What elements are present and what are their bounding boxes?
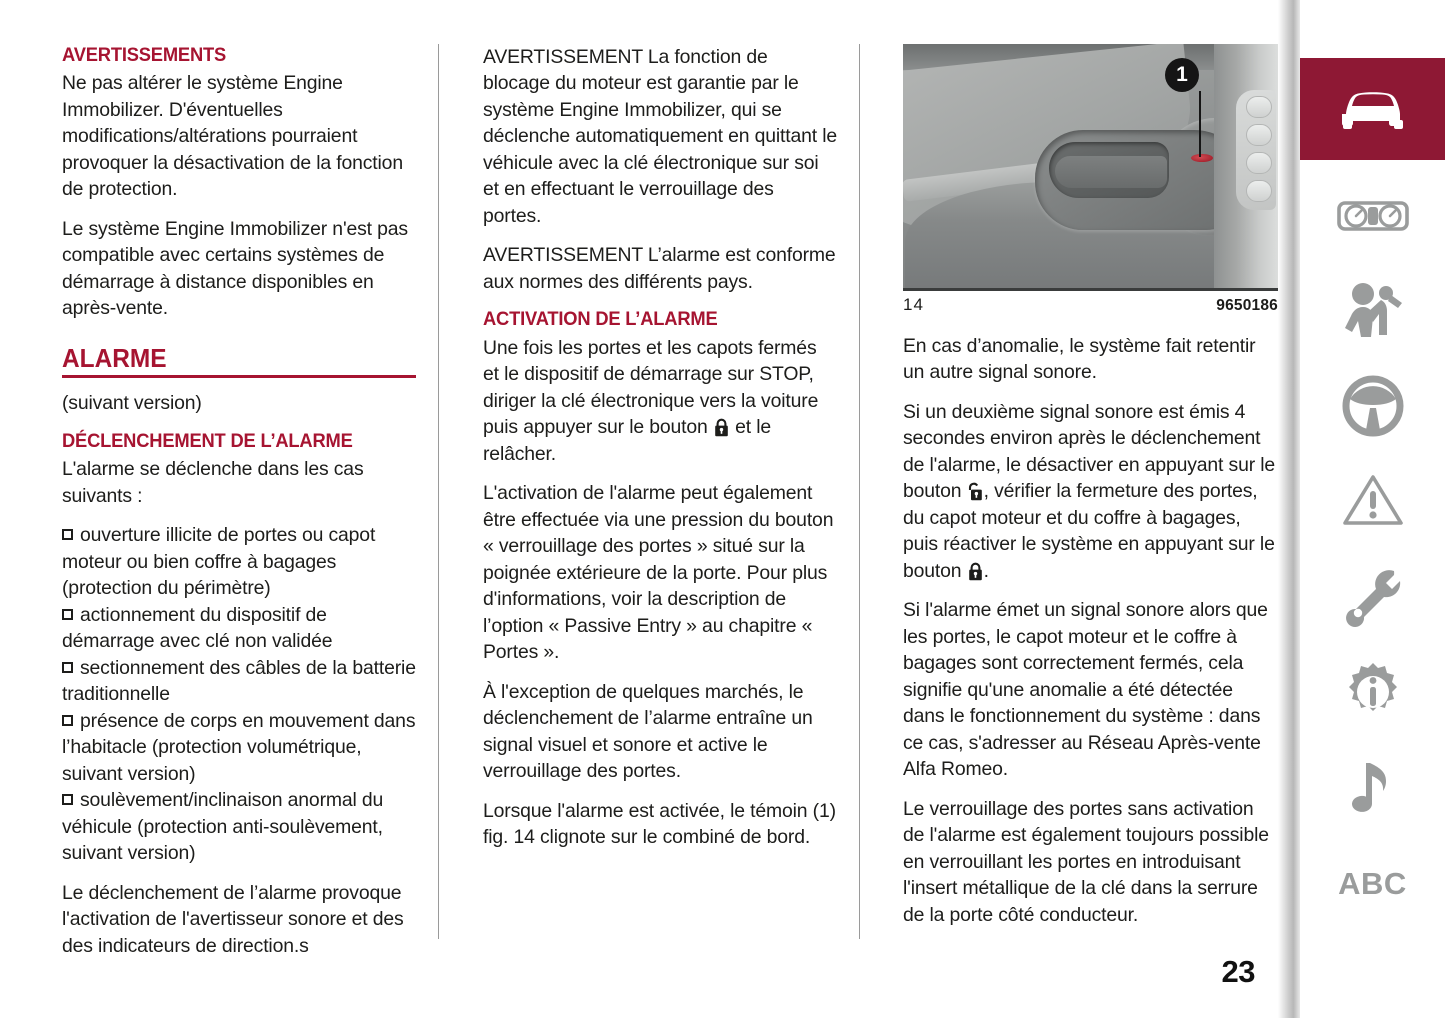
paragraph-anomaly-signal: En cas d’anomalie, le système fait retentir un autre signal sonore. (903, 335, 1256, 384)
content-columns (62, 44, 1278, 957)
paragraph-remote-start: Le système Engine Immobilizer n'est pas compatible avec certains systèmes de démarrage à distance disponibles en après-vente. (62, 217, 408, 320)
figure-door-panel (903, 44, 1278, 315)
sidebar-tab-instrument-cluster[interactable] (1300, 168, 1445, 264)
paragraph-market-exception: À l'exception de quelques marchés, le déclenchement de l’alarme entraîne un signal visuel et sonore et active le verrouillage des portes. (483, 680, 813, 783)
paragraph-telltale-blink: Lorsque l'alarme est activée, le témoin (1) fig. 14 clignote sur le combiné de bord. (483, 799, 836, 849)
figure-image (903, 44, 1278, 291)
trigger-bullet-list (62, 522, 416, 866)
figure-number: 14 (903, 295, 924, 314)
lock-open-icon (968, 482, 983, 501)
list-item (62, 522, 416, 601)
square-bullet-icon (62, 529, 73, 540)
list-item (62, 708, 416, 787)
second-signal-text-c: . (983, 559, 989, 582)
music-note-icon (1348, 759, 1398, 817)
window-switch (1246, 180, 1272, 202)
sidebar-tab-steering[interactable] (1300, 358, 1445, 454)
steering-wheel-icon (1342, 375, 1404, 437)
subtitle-suivant-version: (suivant version) (62, 392, 202, 415)
sidebar-tab-index[interactable] (1300, 836, 1445, 932)
car-front-icon (1336, 84, 1410, 134)
callout-leader-line (1199, 91, 1201, 157)
sidebar-tab-service[interactable] (1300, 548, 1445, 644)
alarm-led-indicator (1191, 154, 1213, 162)
lock-closed-icon (968, 562, 983, 581)
section-rule (62, 375, 416, 378)
paragraph-activation-steps (483, 335, 837, 467)
list-item-label: présence de corps en mouvement dans l’habitacle (protection volumétrique, suivant version) (62, 709, 416, 785)
heading-declenchement: DÉCLENCHEMENT DE L’ALARME (62, 429, 353, 452)
section-title-alarme: ALARME (62, 342, 167, 373)
wrench-icon (1342, 565, 1404, 627)
sidebar-tab-car[interactable] (1300, 58, 1445, 160)
second-signal-text-a: Si un deuxième signal sonore est émis 4 secondes environ après le déclenchement de l'alarme, le désactiver en appuyant sur le bouton (903, 400, 1276, 503)
paragraph-warning-standards: AVERTISSEMENT L’alarme est conforme aux normes des différents pays. (483, 244, 836, 293)
heading-avertissements: AVERTISSEMENTS (62, 44, 227, 66)
paragraph-trigger-effect: Le déclenchement de l’alarme provoque l'activation de l'avertisseur sonore et des des indicateurs de direction.s (62, 881, 404, 957)
sidebar-tab-info[interactable] (1300, 644, 1445, 740)
column-1 (62, 44, 416, 972)
list-item (62, 787, 416, 866)
sidebar-tab-warning[interactable] (1300, 452, 1445, 548)
page-number: 23 (1221, 954, 1255, 989)
warning-triangle-icon (1342, 472, 1404, 528)
chapter-tab-sidebar (1278, 0, 1445, 1018)
column-2 (483, 44, 837, 864)
list-item-label: ouverture illicite de portes ou capot moteur ou bien coffre à bagages (protection du périmètre) (62, 524, 376, 600)
window-switch (1246, 96, 1272, 118)
window-switch (1246, 124, 1272, 146)
list-item (62, 655, 416, 708)
seatbelt-safety-icon (1341, 281, 1405, 339)
square-bullet-icon (62, 794, 73, 805)
door-handle-lever (1055, 156, 1167, 188)
second-signal-text-b: , vérifier la fermeture des portes, du capot moteur et du coffre à bagages, puis réactiver le système en appuyant sur le bouton (903, 480, 1275, 582)
sidebar-tab-safety[interactable] (1300, 262, 1445, 358)
list-item (62, 602, 416, 655)
column-3 (903, 44, 1278, 941)
activation-text-before-lock: Une fois les portes et les capots fermés et le dispositif de démarrage sur STOP, diriger la clé électronique vers la voiture puis appuyer sur le bouton (483, 336, 819, 439)
list-item-label: soulèvement/inclinaison anormal du véhicule (protection anti-soulèvement, suivant version) (62, 789, 384, 865)
figure-code: 9650186 (1216, 297, 1278, 314)
gear-info-icon (1342, 661, 1404, 723)
abc-text-icon: ABC (1338, 866, 1407, 901)
paragraph-passive-entry: L'activation de l'alarme peut également être effectuée via une pression du bouton « verrouillage des portes » situé sur la poignée extérieure de la porte. Pour plus d'informations, voir la description de l’option « Passive Entry » au chapitre « Portes ». (483, 482, 834, 664)
paragraph-false-alarm: Si l'alarme émet un signal sonore alors que les portes, le capot moteur et le coffre à bagages sont correctement fermés, cela signifie qu'une anomalie a été détectée dans le fonctionnement du système : dans ce cas, s'adresser au Réseau Après-vente Alfa Romeo. (903, 599, 1268, 781)
instrument-cluster-icon (1337, 193, 1409, 239)
paragraph-manual-lock: Le verrouillage des portes sans activation de l'alarme est également toujours possible en verrouillant les portes en introduisant l'insert métallique de la clé dans la serrure de la porte côté conducteur. (903, 797, 1269, 926)
paragraph-warning-engine-block: AVERTISSEMENT La fonction de blocage du moteur est garantie par le système Engine Immobilizer, qui se déclenche automatiquement en quittant le véhicule avec la clé électronique sur soi et en effectuant le verrouillage des portes. (483, 46, 838, 227)
square-bullet-icon (62, 662, 73, 673)
column-divider-1 (438, 44, 439, 939)
square-bullet-icon (62, 715, 73, 726)
square-bullet-icon (62, 609, 73, 620)
figure-caption (903, 291, 1278, 315)
lock-closed-icon (714, 418, 729, 437)
paragraph-trigger-intro: L'alarme se déclenche dans les cas suivants : (62, 458, 364, 507)
window-switch (1246, 152, 1272, 174)
heading-activation: ACTIVATION DE L’ALARME (483, 308, 718, 331)
paragraph-second-signal (903, 399, 1278, 584)
activation-text-after-lock: et le relâcher. (483, 416, 772, 465)
callout-marker-1: 1 (1165, 58, 1199, 92)
paragraph-immobilizer-warning: Ne pas altérer le système Engine Immobilizer. D'éventuelles modifications/altérations pourraient provoquer la désactivation de la fonction de protection. (62, 72, 403, 201)
sidebar-tab-audio[interactable] (1300, 740, 1445, 836)
sidebar-spine-shadow (1278, 0, 1300, 1018)
column-divider-2 (859, 44, 860, 939)
list-item-label: actionnement du dispositif de démarrage avec clé non validée (62, 603, 333, 653)
list-item-label: sectionnement des câbles de la batterie traditionnelle (62, 656, 416, 706)
